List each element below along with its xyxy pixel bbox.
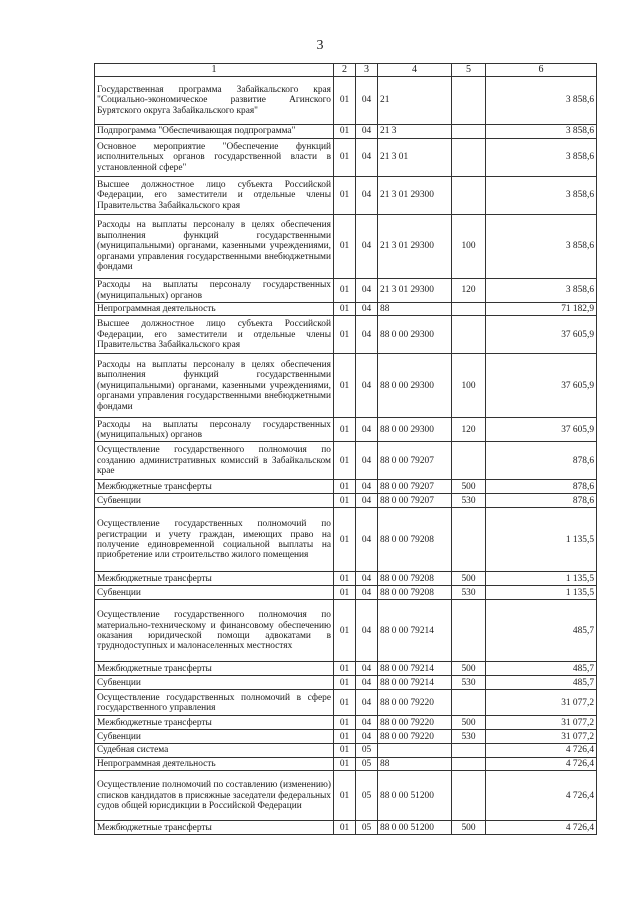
row-section: 01 <box>334 354 356 418</box>
row-target-article: 88 0 00 51200 <box>378 821 452 835</box>
row-section: 01 <box>334 662 356 676</box>
row-amount: 3 858,6 <box>486 177 597 215</box>
row-target-article: 88 <box>378 303 452 316</box>
row-name: Расходы на выплаты персоналу в целях обеспечения выполнения функций государственными (муниципальными) органами, казенными учреждениями, органами управления государственными внебюджетными фондами <box>95 354 334 418</box>
row-target-article: 88 0 00 79214 <box>378 662 452 676</box>
row-amount: 3 858,6 <box>486 279 597 303</box>
row-target-article: 88 0 00 79220 <box>378 716 452 730</box>
table-row <box>95 600 597 662</box>
table-row <box>95 442 597 480</box>
row-subsection: 04 <box>356 303 378 316</box>
row-expense-type: 530 <box>452 586 486 600</box>
row-subsection: 04 <box>356 125 378 139</box>
table-row <box>95 177 597 215</box>
table-row <box>95 586 597 600</box>
row-expense-type <box>452 508 486 572</box>
row-amount: 37 605,9 <box>486 316 597 354</box>
row-name: Высшее должностное лицо субъекта Российской Федерации, его заместители и отдельные члены Правительства Забайкальского края <box>95 316 334 354</box>
row-subsection: 04 <box>356 177 378 215</box>
table-row <box>95 730 597 744</box>
col-header-section: 2 <box>334 64 356 77</box>
row-name: Субвенции <box>95 494 334 508</box>
row-subsection: 04 <box>356 316 378 354</box>
row-section: 01 <box>334 586 356 600</box>
row-subsection: 05 <box>356 757 378 770</box>
table-row <box>95 480 597 494</box>
row-target-article: 21 3 01 <box>378 139 452 177</box>
row-target-article: 88 0 00 29300 <box>378 354 452 418</box>
row-subsection: 04 <box>356 215 378 279</box>
row-expense-type: 120 <box>452 418 486 442</box>
row-amount: 485,7 <box>486 662 597 676</box>
row-target-article: 21 3 <box>378 125 452 139</box>
table-row <box>95 125 597 139</box>
row-name: Расходы на выплаты персоналу государственных (муниципальных) органов <box>95 279 334 303</box>
row-subsection: 04 <box>356 690 378 716</box>
row-target-article: 88 0 00 79207 <box>378 442 452 480</box>
row-amount: 31 077,2 <box>486 690 597 716</box>
row-target-article: 88 0 00 79208 <box>378 572 452 586</box>
row-target-article: 88 0 00 79208 <box>378 508 452 572</box>
row-section: 01 <box>334 744 356 757</box>
table-row <box>95 744 597 757</box>
row-name: Межбюджетные трансферты <box>95 572 334 586</box>
row-subsection: 04 <box>356 442 378 480</box>
budget-table <box>94 63 597 835</box>
row-expense-type <box>452 316 486 354</box>
row-name: Осуществление государственного полномочия по материально-техническому и финансовому обеспечению оказания юридической помощи адвокатами в труднодоступных и малонаселенных местностях <box>95 600 334 662</box>
row-name: Расходы на выплаты персоналу государственных (муниципальных) органов <box>95 418 334 442</box>
row-subsection: 04 <box>356 418 378 442</box>
col-header-subsection: 3 <box>356 64 378 77</box>
row-subsection: 04 <box>356 730 378 744</box>
row-target-article: 88 0 00 51200 <box>378 771 452 821</box>
row-target-article: 88 0 00 79220 <box>378 730 452 744</box>
table-row <box>95 354 597 418</box>
row-subsection: 04 <box>356 676 378 690</box>
row-target-article <box>378 744 452 757</box>
row-section: 01 <box>334 508 356 572</box>
row-amount: 485,7 <box>486 600 597 662</box>
row-expense-type <box>452 771 486 821</box>
row-amount: 4 726,4 <box>486 771 597 821</box>
row-name: Государственная программа Забайкальского края "Социально-экономическое развитие Агинского Бурятского округа Забайкальского края" <box>95 77 334 125</box>
row-name: Субвенции <box>95 676 334 690</box>
table-row <box>95 771 597 821</box>
row-name: Основное мероприятие "Обеспечение функций исполнительных органов государственной власти в установленной сфере" <box>95 139 334 177</box>
row-subsection: 04 <box>356 480 378 494</box>
row-expense-type <box>452 125 486 139</box>
row-expense-type: 500 <box>452 572 486 586</box>
row-amount: 4 726,4 <box>486 744 597 757</box>
row-name: Подпрограмма "Обеспечивающая подпрограмма" <box>95 125 334 139</box>
row-amount: 3 858,6 <box>486 139 597 177</box>
row-name: Судебная система <box>95 744 334 757</box>
row-section: 01 <box>334 716 356 730</box>
row-subsection: 04 <box>356 508 378 572</box>
row-target-article: 88 0 00 79207 <box>378 480 452 494</box>
table-row <box>95 215 597 279</box>
row-amount: 31 077,2 <box>486 716 597 730</box>
table-row <box>95 572 597 586</box>
row-name: Осуществление государственных полномочий в сфере государственного управления <box>95 690 334 716</box>
table-row <box>95 676 597 690</box>
row-target-article: 21 3 01 29300 <box>378 215 452 279</box>
table-row <box>95 757 597 770</box>
row-amount: 71 182,9 <box>486 303 597 316</box>
row-expense-type: 530 <box>452 494 486 508</box>
row-amount: 4 726,4 <box>486 757 597 770</box>
row-expense-type <box>452 600 486 662</box>
row-section: 01 <box>334 442 356 480</box>
row-target-article: 88 0 00 29300 <box>378 418 452 442</box>
col-header-expense-type: 5 <box>452 64 486 77</box>
row-section: 01 <box>334 757 356 770</box>
row-name: Осуществление полномочий по составлению (изменению) списков кандидатов в присяжные заседатели федеральных судов общей юрисдикции в Российской Федерации <box>95 771 334 821</box>
row-section: 01 <box>334 572 356 586</box>
row-expense-type: 530 <box>452 676 486 690</box>
row-name: Межбюджетные трансферты <box>95 716 334 730</box>
row-amount: 31 077,2 <box>486 730 597 744</box>
row-target-article: 88 0 00 79208 <box>378 586 452 600</box>
row-subsection: 04 <box>356 279 378 303</box>
row-name: Расходы на выплаты персоналу в целях обеспечения выполнения функций государственными (муниципальными) органами, казенными учреждениями, органами управления государственными внебюджетными фондами <box>95 215 334 279</box>
table-row <box>95 821 597 835</box>
row-section: 01 <box>334 418 356 442</box>
row-subsection: 05 <box>356 744 378 757</box>
row-subsection: 04 <box>356 572 378 586</box>
row-amount: 3 858,6 <box>486 77 597 125</box>
row-target-article: 88 <box>378 757 452 770</box>
row-amount: 1 135,5 <box>486 508 597 572</box>
row-section: 01 <box>334 279 356 303</box>
row-name: Межбюджетные трансферты <box>95 480 334 494</box>
row-section: 01 <box>334 494 356 508</box>
row-name: Осуществление государственных полномочий по регистрации и учету граждан, имеющих право на получение единовременной социальной выплаты на приобретение или строительство жилого помещения <box>95 508 334 572</box>
row-expense-type <box>452 744 486 757</box>
col-header-name: 1 <box>95 64 334 77</box>
row-target-article: 88 0 00 79214 <box>378 676 452 690</box>
row-amount: 3 858,6 <box>486 125 597 139</box>
row-name: Непрограммная деятельность <box>95 303 334 316</box>
row-expense-type <box>452 442 486 480</box>
col-header-target-article: 4 <box>378 64 452 77</box>
row-subsection: 04 <box>356 662 378 676</box>
row-section: 01 <box>334 125 356 139</box>
row-expense-type: 100 <box>452 354 486 418</box>
row-name: Высшее должностное лицо субъекта Российской Федерации, его заместители и отдельные члены Правительства Забайкальского края <box>95 177 334 215</box>
row-name: Межбюджетные трансферты <box>95 821 334 835</box>
row-section: 01 <box>334 215 356 279</box>
row-name: Межбюджетные трансферты <box>95 662 334 676</box>
row-subsection: 05 <box>356 821 378 835</box>
row-section: 01 <box>334 690 356 716</box>
row-expense-type <box>452 77 486 125</box>
row-section: 01 <box>334 480 356 494</box>
row-name: Осуществление государственного полномочия по созданию административных комиссий в Забайкальском крае <box>95 442 334 480</box>
row-expense-type <box>452 177 486 215</box>
row-section: 01 <box>334 730 356 744</box>
row-subsection: 04 <box>356 586 378 600</box>
row-name: Субвенции <box>95 730 334 744</box>
row-expense-type: 500 <box>452 716 486 730</box>
table-row <box>95 494 597 508</box>
row-section: 01 <box>334 77 356 125</box>
table-row <box>95 690 597 716</box>
row-expense-type <box>452 303 486 316</box>
table-row <box>95 279 597 303</box>
row-name: Субвенции <box>95 586 334 600</box>
row-section: 01 <box>334 139 356 177</box>
row-section: 01 <box>334 177 356 215</box>
row-target-article: 21 <box>378 77 452 125</box>
row-expense-type: 530 <box>452 730 486 744</box>
row-expense-type: 500 <box>452 662 486 676</box>
row-expense-type <box>452 757 486 770</box>
row-expense-type: 500 <box>452 821 486 835</box>
row-subsection: 04 <box>356 139 378 177</box>
row-amount: 3 858,6 <box>486 215 597 279</box>
row-subsection: 04 <box>356 716 378 730</box>
row-name: Непрограммная деятельность <box>95 757 334 770</box>
row-section: 01 <box>334 676 356 690</box>
row-amount: 1 135,5 <box>486 572 597 586</box>
row-section: 01 <box>334 303 356 316</box>
row-amount: 878,6 <box>486 480 597 494</box>
row-target-article: 21 3 01 29300 <box>378 279 452 303</box>
row-subsection: 05 <box>356 771 378 821</box>
table-row <box>95 77 597 125</box>
table-row <box>95 716 597 730</box>
table-row <box>95 139 597 177</box>
table-row <box>95 662 597 676</box>
row-amount: 878,6 <box>486 442 597 480</box>
row-subsection: 04 <box>356 600 378 662</box>
row-section: 01 <box>334 316 356 354</box>
row-section: 01 <box>334 821 356 835</box>
row-target-article: 88 0 00 79220 <box>378 690 452 716</box>
row-target-article: 21 3 01 29300 <box>378 177 452 215</box>
row-amount: 37 605,9 <box>486 418 597 442</box>
table-row <box>95 508 597 572</box>
col-header-amount: 6 <box>486 64 597 77</box>
table-row <box>95 303 597 316</box>
table-row <box>95 418 597 442</box>
row-expense-type: 120 <box>452 279 486 303</box>
row-expense-type <box>452 139 486 177</box>
row-subsection: 04 <box>356 354 378 418</box>
row-amount: 1 135,5 <box>486 586 597 600</box>
row-target-article: 88 0 00 79207 <box>378 494 452 508</box>
row-expense-type: 100 <box>452 215 486 279</box>
table-row <box>95 316 597 354</box>
row-expense-type: 500 <box>452 480 486 494</box>
row-amount: 37 605,9 <box>486 354 597 418</box>
row-amount: 485,7 <box>486 676 597 690</box>
row-subsection: 04 <box>356 494 378 508</box>
row-subsection: 04 <box>356 77 378 125</box>
row-target-article: 88 0 00 79214 <box>378 600 452 662</box>
row-expense-type <box>452 690 486 716</box>
table-header-row <box>95 64 597 77</box>
row-target-article: 88 0 00 29300 <box>378 316 452 354</box>
page-number: 3 <box>316 38 324 53</box>
row-section: 01 <box>334 771 356 821</box>
row-amount: 4 726,4 <box>486 821 597 835</box>
row-amount: 878,6 <box>486 494 597 508</box>
row-section: 01 <box>334 600 356 662</box>
